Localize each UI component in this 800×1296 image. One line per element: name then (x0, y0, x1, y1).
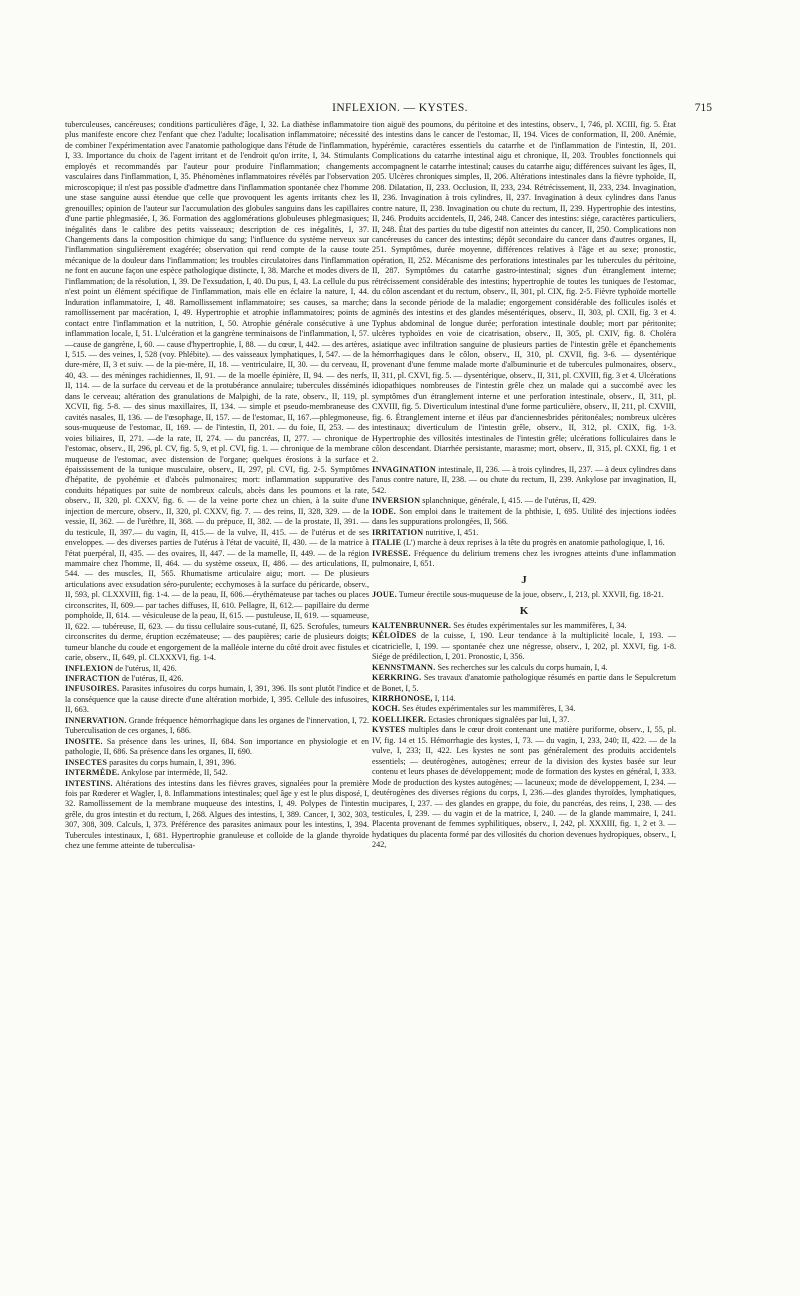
entry-text: (L') marche à deux reprises à la tête du progrès en anatomie pathologique, I, 16. (403, 538, 665, 548)
index-entry (65, 664, 369, 674)
index-entry (65, 779, 369, 852)
entry-text: tion aiguë des poumons, du péritoine et des intestins, observ., I, 746, pl. XCIII, fig. 5. État des intestins dans le cancer de l'estomac, II, 194. Vices de conformation, II, 200. Anémie, hypérémie, caractères essentiels du catarrhe et de l'inflammation de l'intestin, II, 201. Complications du catarrhe intestinal aigu et chronique, II, 203. Troubles fonctionnels qui accompagnent le catarrhe intestinal; causes du catarrhe aigu; différences suivant les âges, II, 205. Ulcères chroniques simples, II, 206. Altérations intestinales dans la fièvre typhoïde, II, 208. Dilatation, II, 233. Occlusion, II, 233, 234. Rétrécissement, II, 233, 234. Invagination, II, 236. Invagination à trois cylindres, II, 237. Invagination à deux cylindres dans l'anus contre nature, II, 238. Invagination ou chute du rectum, II, 239. Hypertrophie des intestins, II, 246. Produits accidentels, II, 246, 248. Cancer des intestins: siége, caractères particuliers, II, 248. État des parties du tube digestif non atteintes du cancer, II, 250. Complications non cancéreuses du cancer des intestins; dépôt secondaire du cancer dans d'autres organes, II, 251. Symptômes, durée moyenne, différences relatives à l'âge et au sexe; pronostic, opération, II, 252. Mécanisme des perforations intestinales par les tubercules du péritoine, II, 287. Symptômes du catarrhe gastro-intestinal; signes d'un étranglement interne; rétrécissement considérable des intestins; hypertrophie de toutes les tuniques de l'estomac, du côlon ascendant et du rectum, observ., II, 301, pl. CIX, fig. 2-5. Fièvre typhoïde mortelle dans la seconde période de la maladie; engorgement considérable des follicules isolés et agminés des intestins et des glandes mésentériques, observ., II, 303, pl. CXII, fig. 3 et 4. Typhus abdominal de longue durée; perforation intestinale double; mort par péritonite; ulcères typhoïdes en voie de cicatrisation, observ., II, 305, pl. CXIV, fig. 8. Choléra asiatique avec infiltration sanguine de plusieurs parties de l'intestin grêle et épanchements hémorrhagiques dans le côlon, observ., II, 310, pl. CXVII, fig. 3-6. — dysentérique provenant d'une femme malade morte d'albuminurie et de tubercules pulmonaires, observ., II, 311, pl. CXVI, fig. 5. — dysentérique, observ., II, 311, pl. CXVIII, fig. 3 et 4. Ulcérations idiopathiques nombreuses de l'intestin grêle chez un malade qui a succombé avec les symptômes d'un étranglement interne et une perforation intestinale, observ., II, 311, pl. CXVIII, fig. 5. Diverticulum intestinal d'une forme particulière, observ., II, 211, pl. CXVIII, fig. 6. Étranglement interne et iléus par d'anciennesbrides péritonéales; nombreux ulcères intestinaux; diverticulum de l'intestin grêle, observ., II, 312, pl. CXIX, fig. 1-3. Hypertrophie des villosités intestinales de l'intestin grêle; ulcérations folliculaires dans le côlon descendant. Diarrhée persistante, marasme; mort, observ., II, 315, pl. CXXI, fig. 1 et 2. (372, 120, 676, 464)
entry-headword: INTERMÈDE. (65, 768, 120, 778)
entry-headword: IVRESSE. (372, 548, 411, 558)
index-entry (372, 694, 676, 704)
index-entry (372, 704, 676, 714)
entry-text: Son emploi dans le traitement de la phthisie, I, 695. Utilité des injections iodées dans les suppurations prolongées, II, 566. (372, 506, 676, 527)
entry-text: Ses recherches sur les calculs du corps humain, I, 4. (437, 662, 608, 672)
entry-headword: INVAGINATION (372, 464, 436, 474)
entry-headword: KALTENBRUNNER. (372, 620, 452, 630)
index-entry (372, 538, 676, 548)
index-entry (372, 120, 676, 465)
index-entry (65, 674, 369, 684)
entry-text: I, 114. (434, 694, 456, 704)
index-entry (65, 716, 369, 737)
entry-text: tuberculeuses, cancéreuses; conditions particulières d'âge, I, 32. La diathèse inflammatoire plus manifeste encore chez l'enfant que chez l'adulte; localisation inflammatoire; nécessité de combiner l'expérimentation avec l'anatomie pathologique dans l'étude de l'inflammation, I, 33. Importance du choix de l'agent irritant et de l'endroit qu'on irrite, I, 34. Stimulants employés et recommandés par l'auteur pour produire l'inflammation; changements vasculaires dans l'inflammation, I, 35. Phénomènes inflammatoires révélés par l'observation microscopique; il n'est pas possible d'admettre dans l'inflammation spontanée chez l'homme une stase sanguine aussi étendue que celle que provoquent les agents irritants chez les grenouilles; opinion de l'auteur sur l'accumulation des globules sanguins dans les capillaires d'une partie phlegmasiée, I, 36. Formation des agglomérations globuleuses phlegmasiques; inégalités dans le calibre des petits vaisseaux; description de ces inégalités, I, 37. Changements dans la composition chimique du sang; l'influence du système nerveux sur l'inflammation singulièrement exagérée; observation qui rend compte de la cause toute mécanique de la douleur dans l'inflammation; les troubles circulatoires dans l'inflammation ne font en aucune façon une espèce pathologique distincte, I, 38. Marche et modes divers de l'inflammation; de la résolution, I, 39. De l'exsudation, I, 40. Du pus, I, 43. La cellule du pus n'est point un élément spécifique de l'inflammation, mais elle en éclaire la nature, I, 44. Induration inflammatoire, I, 48. Ramollissement inflammatoire; ses causes, sa marche; ramollissement par macération, I, 49. Hypertrophie et atrophie inflammatoires; points de contact entre l'inflammation et la nutrition, I, 50. Atrophie générale consécutive à une inflammation locale, I, 51. L'ulcération et la gangrène terminaisons de l'inflammation, I, 57.—cause de gangrène, I, 60. — cause d'hypertrophie, I, 88. — du cœur, I, 442. — des artères, I, 515. — des veines, I, 528 (voy. Phlébite). — des vaisseaux lymphatiques, I, 547. — de la dure-mère, II, 3 et suiv. — de la pie-mère, II, 18. — ventriculaire, II, 30. — du cerveau, II, 40, 43. — des méninges rachidiennes, II, 91. — de la moelle épinière, II, 94. — des nerfs, II, 114. — de la surface du cerveau et de la protubérance annulaire; tubercules disséminés dans le cerveau; altération des granulations de Malpighi, de la rate, observ., II, 119, pl. XCVII, fig. 5-8. — des sinus maxillaires, II, 134. — simple et pseudo-membraneuse des cavités nasales, II, 136. — de l'œsophage, II, 157. — de l'estomac, II, 167.—phlegmoneuse, sous-muqueuse de l'estomac, II, 169. — de l'intestin, II, 201. — du foie, II, 253. — des voies biliaires, II, 271. —de la rate, II, 274. — du pancréas, II, 277. — chronique de l'estomac, observ., II, 296, pl. CV, fig. 5, 9, et pl. CVI, fig. 1. — chronique de la membrane muqueuse de l'estomac, avec distension de l'organe; quelques érosions à la surface et épaississement de la tunique musculaire, observ., II, 297, pl. CVI, fig. 2-5. Symptômes d'hépatite, de pyohémie et d'abcès pulmonaires; mort: inflammation suppurative des conduits hépatiques par suite de nombreux calculs, abcès dans les poumons et la rate, observ., II, 320, pl. CXXV, fig. 6. — de la veine porte chez un chien, à la suite d'une injection de mercure, observ., II, 320, pl. CXXV, fig. 7. — des reins, II, 328, 329. — de la vessie, II, 362. — de l'urèthre, II, 368. — du prépuce, II, 382. — de la prostate, II, 391. — du testicule, II, 397.— du vagin, II, 415.— de la vulve, II, 415. — de l'utérus et de ses enveloppes. — des diverses parties de l'utérus à l'état de vacuité, II, 430. — de la matrice à l'état puerpéral, II, 435. — des ovaires, II, 447. — de la mamelle, II, 449. — de la région mammaire chez l'homme, II, 464. — du système osseux, II, 486. — des articulations, II, 544. — des muscles, II, 565. Rhumatisme articulaire aigu; mort. — De plusieurs articulations avec exsudation séro-purulente; ecchymoses à la surface du péricarde, observ., II, 593, pl. CLXXVIII, fig. 1-4. — de la peau, II, 606.—érythémateuse par taches ou places circonscrites, II, 609.— par taches diffuses, II, 610. Pellagre, II, 612.— papillaire du derme pomphoïde, II, 614. — vésiculeuse de la peau, II, 615. — pustuleuse, II, 619. — squameuse, II, 622. — tubéreuse, II, 623. — du tissu cellulaire sous-cutané, II, 625. Scrofules, tumeurs circonscrites du derme, éruption eczémateuse; — des paupières; carie de plusieurs doigts; tumeur blanche du coude et engorgement de la malléole interne du côté droit avec fistules et carie, observ., II, 649, pl. CLXXXVI, fig. 1-4. (65, 120, 369, 663)
index-entry (65, 737, 369, 758)
entry-text: Ankylose par intermède, II, 542. (121, 768, 228, 778)
entry-headword: KENNSTMANN. (372, 662, 436, 672)
entry-text: Sa présence dans les urines, II, 684. Son importance en physiologie et en pathologie, II, 686. Sa présence dans les organes, II, 690. (65, 736, 369, 757)
index-entry (372, 631, 676, 662)
entry-text: de l'utérus, II, 426. (121, 674, 184, 684)
entry-headword: INOSITE. (65, 736, 103, 746)
entry-text: Tumeur érectile sous-muqueuse de la joue, observ., I, 213, pl. XXVII, fig. 18-21. (398, 589, 664, 599)
index-entry (65, 684, 369, 715)
entry-text: Ses études expérimentales sur les mammifères, I, 34. (453, 620, 627, 630)
index-entry (372, 549, 676, 570)
entry-text: de la cuisse, I, 190. Leur tendance à la multiplicité locale, I, 193. — cicatricielle, I, 199. — spontanée chez une négresse, observ., I, 202, pl. XXVI, fig. 1-8. Siége de prédilection, I, 201. Pronostic, I, 356. (372, 631, 676, 662)
entry-headword: INNERVATION. (65, 715, 127, 725)
section-letter: J (521, 574, 527, 587)
entry-text: Ses travaux d'anatomie pathologique résumés en partie dans le Sepulcretum de Bonet, I, 5. (372, 673, 676, 693)
entry-headword: INVERSION (372, 496, 421, 506)
entry-headword: IODE. (372, 506, 396, 516)
entry-text: multiples dans le cœur droit contenant une matière puriforme, observ., I, 55, pl. IV, fig. 14 et 15. Hémorrhagie des kystes, I, 73. — du vagin, I, 233, 240; II, 422. — de la vulve, I, 233; II, 422. Les kystes ne sont pas généralement des produits accidentels essentiels; — deutérogènes, autogènes; erreur de la division des kystes basée sur leur contenu et leurs phases de développement; mode de formation des kystes en général, I, 333. Mode de production des kystes autogènes; — lacuneux; mode de développement, I, 234. — deutérogènes des diverses régions du corps, I, 236.—des glandes thyroïdes, lymphatiques, mucipares, I, 237. — des glandes en grappe, du foie, du pancréas, des reins, I, 238. — des testicules, I, 239. — du vagin et de la matrice, I, 240. — de la glande mammaire, I, 241. Placenta provenant de femmes syphilitiques, observ., I, 242, pl. XXXIII, fig. 1, 2 et 3. — hydatiques du placenta formé par des villosités du chorion devenues hydropiques, observ., I, 242, (372, 725, 676, 850)
entry-headword: KYSTES (372, 725, 406, 735)
section-letter: K (519, 605, 529, 618)
index-entry (65, 120, 369, 664)
entry-headword: IRRITATION (372, 527, 424, 537)
running-title: INFLEXION. — KYSTES. (332, 102, 468, 114)
entry-text: intestinale, II, 236. — à trois cylindres, II, 237. — à deux cylindres dans l'anus contre nature, II, 238. — ou chute du rectum, II, 239. Ankylose par invagination, II, 542. (372, 464, 676, 495)
entry-headword: INFUSOIRES. (65, 684, 120, 694)
index-entry (372, 465, 676, 496)
index-entry (372, 621, 676, 631)
entry-text: Ectasies chroniques signalées par lui, I, 37. (428, 714, 570, 724)
left-column (65, 120, 369, 1210)
entry-headword: INSECTES (65, 757, 108, 767)
entry-text: Parasites infusoires du corps humain, I, 391, 396. Ils sont plutôt l'indice et la conséquence que la cause directe d'une altération morbide, I, 395. Cellule des infusoires, II, 663. (65, 684, 369, 715)
entry-text: Grande fréquence hémorrhagique dans les organes de l'innervation, I, 72. Tuberculisation de ces organes, I, 686. (65, 715, 369, 736)
page-number: 715 (694, 102, 712, 114)
entry-text: nutritive, I, 451. (425, 527, 479, 537)
entry-text: Altérations des intestins dans les fièvres graves, signalées pour la première fois par Rœderer et Wagler, I, 8. Inflammations intestinales; quel âge y est le plus disposé, I, 32. Ramollissement de la membrane muqueuse des intestins, I, 49. Polypes de l'intestin grêle, du gros intestin et du rectum, I, 268. Algues des intestins, I, 389. Cancer, I, 302, 303, 307, 308, 309. Calculs, I, 373. Préférence des parasites animaux pour les intestins, I, 394. Tubercules intestinaux, I, 681. Hypertrophie granuleuse et colloïde de la glande thyroïde chez une femme atteinte de tuberculisa- (65, 778, 369, 851)
index-entry (65, 758, 369, 768)
entry-headword: KÉLOÏDES (372, 631, 417, 641)
index-entry (372, 590, 676, 600)
index-entry (372, 673, 676, 694)
entry-headword: KOELLIKER. (372, 714, 427, 724)
index-entry (372, 507, 676, 528)
index-entry (372, 715, 676, 725)
entry-headword: KERKRING. (372, 673, 422, 683)
entry-text: Ses études expérimentales sur les mammifères, I, 34. (402, 704, 576, 714)
entry-headword: INTESTINS. (65, 778, 113, 788)
entry-headword: KOCH. (372, 704, 401, 714)
entry-text: splanchnique, générale, I, 415. — de l'utérus, II, 429. (422, 496, 597, 506)
entry-text: Fréquence du delirium tremens chez les ivrognes atteints d'une inflammation pulmonaire, I, 651. (372, 548, 676, 569)
entry-text: parasites du corps humain, I, 391, 396. (109, 757, 237, 767)
index-entry (372, 496, 676, 506)
index-entry (372, 663, 676, 673)
index-entry (372, 725, 676, 850)
right-column (372, 120, 676, 1200)
entry-headword: INFLEXION (65, 663, 114, 673)
entry-text: de l'utérus, II, 426. (115, 663, 177, 673)
entry-headword: ITALIE (372, 538, 402, 548)
entry-headword: KIRRHONOSE, (372, 694, 433, 704)
index-entry (65, 768, 369, 778)
entry-headword: JOUE. (372, 589, 397, 599)
index-entry (372, 528, 676, 538)
entry-headword: INFRACTION (65, 674, 120, 684)
